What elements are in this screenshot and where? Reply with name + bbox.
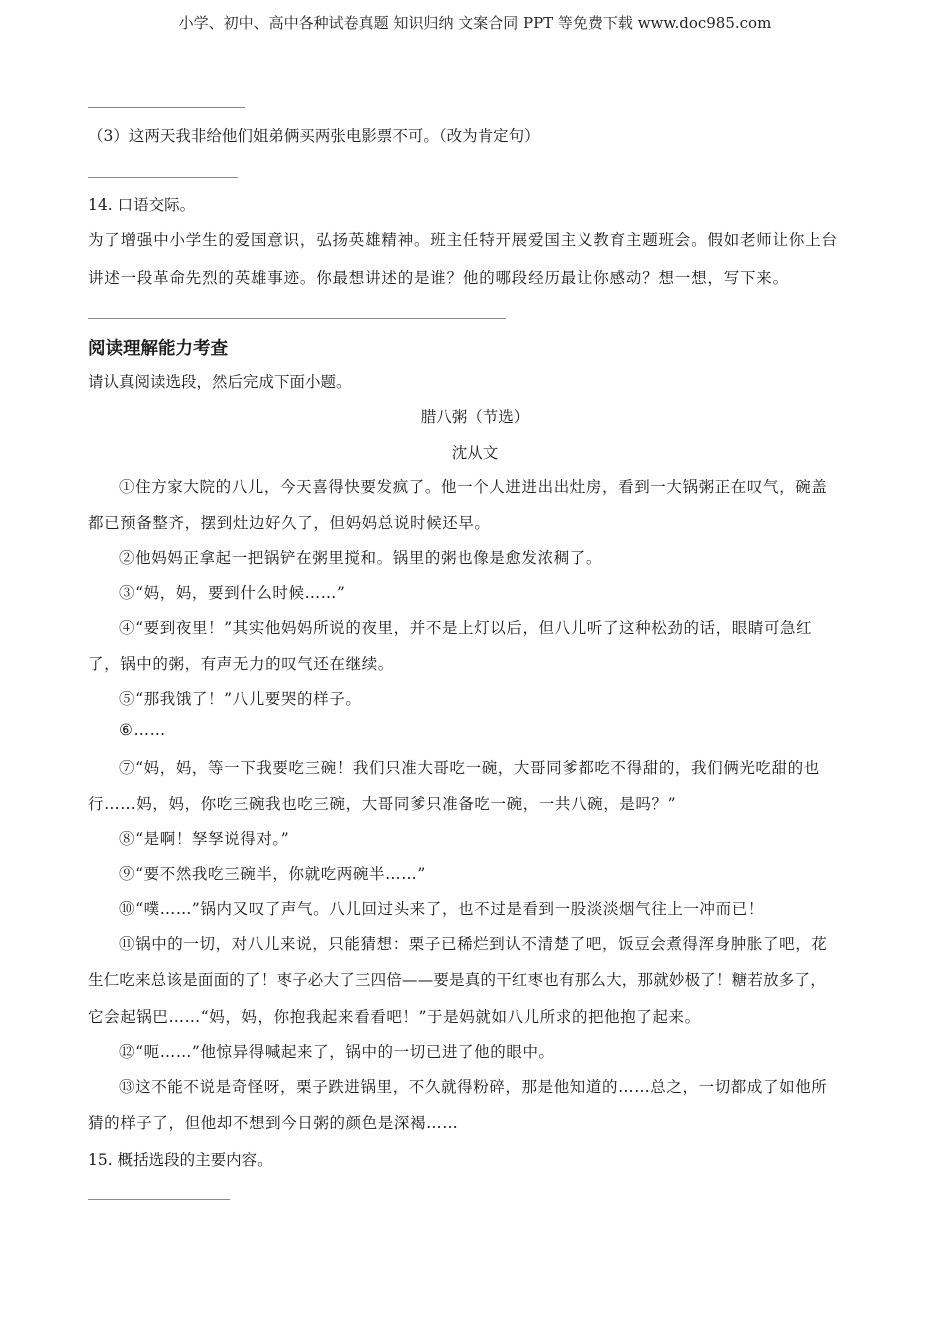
section-heading: 阅读理解能力考查 bbox=[88, 339, 228, 359]
passage-line: ⑤“那我饿了！”八儿要哭的样子。 bbox=[119, 690, 362, 708]
passage-title: 腊八粥（节选） bbox=[420, 408, 530, 426]
passage-line: 生仁吃来总该是面面的了！枣子必大了三四倍——要是真的干红枣也有那么大，那就妙极了！糖若放多了， bbox=[88, 971, 826, 989]
passage-line: ①住方家大院的八儿，今天喜得快要发疯了。他一个人进进出出灶房，看到一大锅粥正在叹气，碗盖 bbox=[119, 478, 828, 496]
section-instruction: 请认真阅读选段，然后完成下面小题。 bbox=[88, 373, 352, 391]
question-14-line-1: 为了增强中小学生的爱国意识，弘扬英雄精神。班主任特开展爱国主义教育主题班会。假如老师让你上台 bbox=[88, 231, 838, 249]
passage-line: 行……妈，妈，你吃三碗我也吃三碗，大哥同爹只准备吃一碗，一共八碗，是吗？” bbox=[88, 795, 677, 813]
passage-line: ⑫“呃……”他惊异得喊起来了，锅中的一切已进了他的眼中。 bbox=[119, 1043, 555, 1061]
question-14-title: 14. 口语交际。 bbox=[88, 196, 196, 214]
passage-line: ④“要到夜里！”其实他妈妈所说的夜里，并不是上灯以后，但八儿听了这种松劲的话，眼睛可急红 bbox=[119, 619, 813, 637]
page-header: 小学、初中、高中各种试卷真题 知识归纳 文案合同 PPT 等免费下载 www.doc985.com bbox=[178, 14, 772, 32]
question-15: 15. 概括选段的主要内容。 bbox=[88, 1151, 273, 1169]
answer-line bbox=[88, 318, 506, 319]
passage-author: 沈从文 bbox=[451, 444, 499, 462]
answer-line bbox=[88, 107, 245, 108]
passage-line: ⑥…… bbox=[119, 721, 166, 739]
passage-line: 了，锅中的粥，有声无力的叹气还在继续。 bbox=[88, 655, 394, 673]
passage-line: 猜的样子了，但他却不想到今日粥的颜色是深褐…… bbox=[88, 1114, 459, 1132]
passage-line: ⑧“是啊！孥孥说得对。” bbox=[119, 830, 290, 848]
passage-line: ②他妈妈正拿起一把锅铲在粥里搅和。锅里的粥也像是愈发浓稠了。 bbox=[119, 549, 603, 567]
passage-line: ⑨“要不然我吃三碗半，你就吃两碗半……” bbox=[119, 865, 426, 883]
question-13-3: （3）这两天我非给他们姐弟俩买两张电影票不可。（改为肯定句） bbox=[88, 127, 540, 145]
passage-line: ⑬这不能不说是奇怪呀，栗子跌进锅里，不久就得粉碎，那是他知道的……总之，一切都成了如他所 bbox=[119, 1078, 828, 1096]
passage-line: 都已预备整齐，摆到灶边好久了，但妈妈总说时候还早。 bbox=[88, 514, 491, 532]
passage-line: ⑩“噗……”锅内又叹了声气。八儿回过头来了，也不过是看到一股淡淡烟气往上一冲而已！ bbox=[119, 900, 764, 918]
passage-line: 它会起锅巴……“妈，妈，你抱我起来看看吧！”于是妈就如八儿所求的把他抱了起来。 bbox=[88, 1008, 701, 1026]
answer-line bbox=[88, 1199, 230, 1200]
passage-line: ⑦“妈，妈，等一下我要吃三碗！我们只准大哥吃一碗，大哥同爹都吃不得甜的，我们俩光吃甜的也 bbox=[119, 759, 820, 777]
passage-line: ⑪锅中的一切，对八儿来说，只能猜想：栗子已稀烂到认不清楚了吧，饭豆会煮得浑身肿胀了吧，花 bbox=[119, 935, 828, 953]
question-14-line-2: 讲述一段革命先烈的英雄事迹。你最想讲述的是谁？他的哪段经历最让你感动？想一想，写下来。 bbox=[88, 269, 789, 287]
answer-line bbox=[88, 177, 238, 178]
passage-line: ③“妈，妈，要到什么时候……” bbox=[119, 584, 346, 602]
